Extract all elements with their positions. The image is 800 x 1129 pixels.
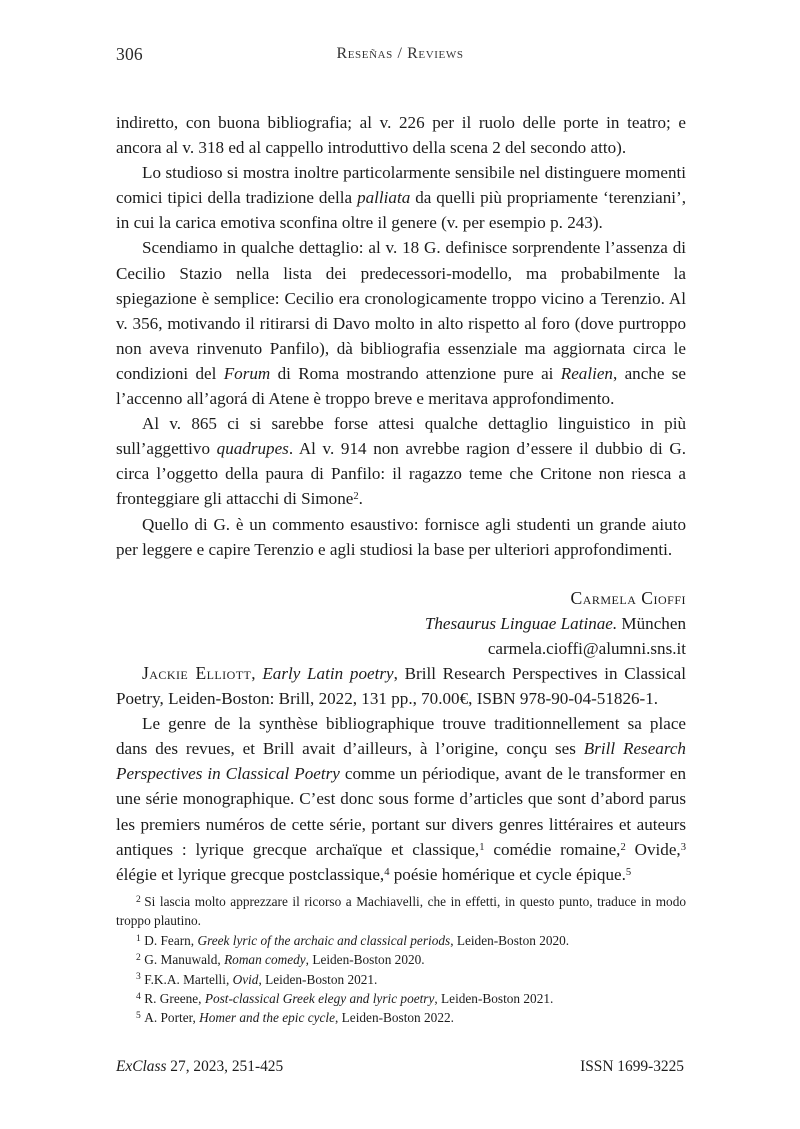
paragraph-text-part: poésie homérique et cycle épique.	[389, 864, 626, 884]
footnote-tail: , Leiden-Boston 2021.	[434, 991, 554, 1007]
italic-term-forum: Forum	[223, 363, 271, 383]
footnote-reference-5[interactable]: 5	[625, 866, 632, 878]
footnote-marker: 3	[136, 971, 141, 983]
footnote-italic-title: Homer and the epic cycle	[199, 1010, 336, 1026]
paragraph-text-part: Lo studioso si mostra inoltre particolarmente sensibile nel distinguere momenti comici tipici della tradizione della	[116, 163, 686, 208]
footnote-tail: , Leiden-Boston 2021.	[258, 971, 378, 987]
footnote-reference-3[interactable]: 3	[680, 841, 686, 853]
paragraph-text-part: .	[358, 489, 363, 509]
running-head-title: Reseñas / Reviews	[336, 45, 464, 62]
footnote-italic-title: Greek lyric of the archaic and classical periods	[197, 932, 451, 948]
footnote-reference-1[interactable]: 1	[479, 841, 485, 853]
review-book-title: Early Latin poetry	[262, 663, 394, 683]
footnote-italic-title: Ovid	[232, 971, 259, 987]
page-number: 306	[116, 44, 143, 64]
review-opening-paragraph	[116, 711, 686, 887]
footnote-text: A. Porter,	[144, 1010, 200, 1026]
review-heading	[116, 661, 686, 711]
footnote-tail: , Leiden-Boston 2020.	[305, 952, 425, 968]
footnote-reference-4[interactable]: 4	[384, 866, 390, 878]
reviewer-name: Carmela Cioffi	[570, 587, 686, 608]
paragraph-conclusion	[116, 512, 686, 562]
footnote-text: R. Greene,	[144, 991, 205, 1007]
footnote-reference-2[interactable]: 2	[353, 491, 359, 503]
footnote-italic-title: Roman comedy	[224, 952, 306, 968]
reviewer-email[interactable]: carmela.cioffi@alumni.sns.it	[487, 638, 686, 658]
footnote-tail: , Leiden-Boston 2020.	[450, 932, 570, 948]
footnote-item	[116, 989, 686, 1008]
footnote-marker: 2	[136, 893, 141, 905]
footnote-reference-2b[interactable]: 2	[620, 841, 626, 853]
paragraph-text-part: Scendiamo in qualche dettaglio: al v. 18 G. definisce sorprendente l’assenza di Cecilio Stazio nella lista dei predecessori-modello, ma probabilmente la spiegazione è semplice: Cecilio era cronologicamente troppo vicino a Terenzio. Al v. 356, motivando il ritirarsi di Davo molto in alto rispetto al foro (dove purtroppo non aveva rinvenuto Panfilo), dà bibliografia essenziale ma aggiornata circa le condizioni del	[116, 238, 686, 383]
footnote-marker: 5	[136, 1010, 141, 1022]
issn: ISSN 1699-3225	[580, 1058, 684, 1075]
paragraph-text-part: Le genre de la synthèse bibliographique trouve traditionnellement sa place dans des revues, et Brill avait d’ailleurs, à l’origine, conçu ses	[116, 714, 686, 759]
journal-citation	[116, 1058, 283, 1076]
footnote-text: G. Manuwald,	[144, 952, 225, 968]
paragraph-text-part: Ovide,	[625, 839, 681, 859]
paragraph-text-part: da quelli più propriamente ‘terenziani’, in cui la carica emotiva sconfina oltre il genere (v. per esempio p. 243).	[116, 188, 686, 233]
footnotes-block	[116, 892, 686, 1028]
running-head	[116, 44, 684, 68]
paragraph-quadrupes	[116, 411, 686, 511]
paragraph-text: Quello di G. è un commento esaustivo: fornisce agli studenti un grande aiuto per leggere e capire Terenzio e agli studiosi la base per ulteriori approfondimenti.	[116, 514, 686, 559]
paragraph-text-part: élégie et lyrique grecque postclassique,	[116, 864, 385, 884]
paragraph-continuation	[116, 110, 686, 160]
footnote-text: Si lascia molto apprezzare il ricorso a Machiavelli, che in effetti, in questo punto, traduce in modo troppo plautino.	[116, 894, 686, 929]
footnote-text: D. Fearn,	[144, 932, 198, 948]
footnote-marker: 4	[136, 990, 141, 1002]
affiliation-city: München	[617, 613, 686, 633]
footnote-text: F.K.A. Martelli,	[144, 971, 233, 987]
italic-term-realien: Realien	[560, 363, 613, 383]
reviewer-affiliation	[116, 611, 686, 636]
review-author-name: Jackie Elliott	[142, 662, 252, 683]
footnote-item	[116, 931, 686, 950]
paragraph-palliata	[116, 160, 686, 235]
journal-volume-pages: 27, 2023, 251-425	[166, 1058, 284, 1075]
footnote-italic-title: Post-classical Greek elegy and lyric poetry	[204, 991, 435, 1007]
footnote-item	[116, 970, 686, 989]
paragraph-text-part: comédie romaine,	[484, 839, 621, 859]
paragraph-text-part: comme un périodique, avant de le transformer en une série monographique. C’est donc sous forme d’articles que sont d’abord parus les premiers numéros de cette série, portant sur divers genres littéraires et auteurs antiques : lyrique grecque archaïque et classique,	[116, 764, 686, 859]
italic-term-palliata: palliata	[357, 188, 411, 208]
paragraph-dettaglio	[116, 235, 686, 411]
paragraph-text-part: , anche se l’accenno all’agorá di Atene è troppo breve e meritava approfondimento.	[116, 363, 687, 409]
footnote-tail: , Leiden-Boston 2022.	[335, 1010, 454, 1026]
review-heading-part: ,	[251, 663, 263, 683]
body-text-block	[116, 110, 686, 887]
paragraph-text-part: Al v. 865 ci si sarebbe forse attesi qualche dettaglio linguistico in più sull’aggettivo	[116, 414, 686, 459]
italic-series-title: Brill Research Perspectives in Classical Poetry	[116, 739, 686, 784]
footnote-marker: 2	[136, 951, 141, 963]
footnote-item	[116, 892, 686, 931]
paragraph-text: indiretto, con buona bibliografia; al v. 226 per il ruolo delle porte in teatro; e ancora al v. 318 ed al cappello introduttivo della scena 2 del secondo atto).	[116, 113, 686, 158]
italic-term-quadrupes: quadrupes	[216, 439, 289, 459]
review-heading-imprint: , Brill Research Perspectives in Classical Poetry, Leiden-Boston: Brill, 2022, 131 pp., 70.00€, ISBN 978-90-04-51826-1.	[116, 663, 687, 709]
affiliation-institution-italic: Thesaurus Linguae Latinae.	[424, 613, 618, 633]
paragraph-text-part: . Al v. 914 non avrebbe ragion d’essere il dubbio di G. circa l’oggetto della paura di Panfilo: il ragazzo teme che Critone non riesca a fronteggiare gli attacchi di Simone	[116, 439, 686, 509]
footnote-item	[116, 1008, 686, 1027]
review-signature	[116, 586, 686, 661]
footnote-item	[116, 950, 686, 969]
paragraph-text-part: di Roma mostrando attenzione pure ai	[270, 363, 561, 383]
footnote-marker: 1	[136, 932, 141, 944]
journal-name: ExClass	[116, 1058, 167, 1075]
